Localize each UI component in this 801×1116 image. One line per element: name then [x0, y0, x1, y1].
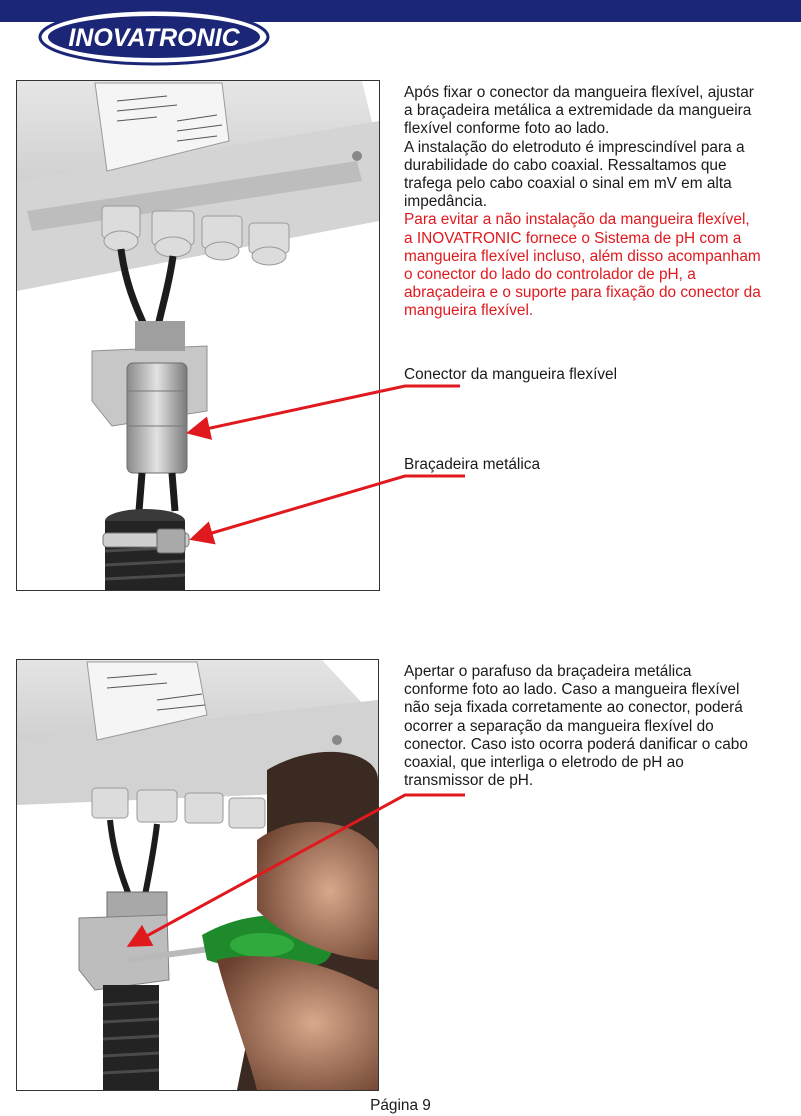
text-line: impedância.: [404, 193, 487, 211]
text-line: A instalação do eletroduto é imprescindível para a: [404, 138, 745, 156]
text-line: a braçadeira metálica a extremidade da mangueira: [404, 102, 752, 120]
warning-line: mangueira flexível incluso, além disso acompanham: [404, 247, 761, 265]
warning-line: abraçadeira e o suporte para fixação do conector da: [404, 284, 761, 302]
warning-line: Para evitar a não instalação da mangueira flexível,: [404, 211, 750, 229]
text-line: transmissor de pH.: [404, 772, 534, 790]
text-line: coaxial, que interliga o eletrodo de pH ao: [404, 754, 684, 772]
logo-text: INOVATRONIC: [68, 24, 240, 52]
text-line: ocorrer a separação da mangueira flexível do: [404, 717, 714, 735]
text-line: Apertar o parafuso da braçadeira metálica: [404, 663, 692, 680]
section2-description: [404, 663, 796, 790]
text-line: conforme foto ao lado. Caso a mangueira flexível: [404, 681, 740, 699]
junction-box-photo: [16, 80, 380, 591]
warning-line: mangueira flexível.: [404, 302, 534, 320]
text-line: flexível conforme foto ao lado.: [404, 120, 610, 138]
section1-description: [404, 84, 796, 321]
screwdriver-clamp-photo: [16, 659, 379, 1091]
text-line: trafega pelo cabo coaxial o sinal em mV em alta: [404, 175, 732, 193]
text-line: não seja fixada corretamente ao conector, poderá: [404, 699, 743, 717]
text-line: Após fixar o conector da mangueira flexível, ajustar: [404, 84, 754, 101]
connector-label: Conector da mangueira flexível: [404, 366, 618, 383]
page-number: Página 9: [370, 1097, 431, 1114]
text-line: durabilidade do cabo coaxial. Ressaltamos que: [404, 156, 727, 174]
warning-line: o conector do lado do controlador de pH, a: [404, 266, 696, 284]
inovatronic-logo: [38, 8, 270, 66]
warning-line: a INOVATRONIC fornece o Sistema de pH com a: [404, 229, 742, 247]
clamp-label: Braçadeira metálica: [404, 456, 541, 473]
text-line: conector. Caso isto ocorra poderá danificar o cabo: [404, 735, 748, 753]
